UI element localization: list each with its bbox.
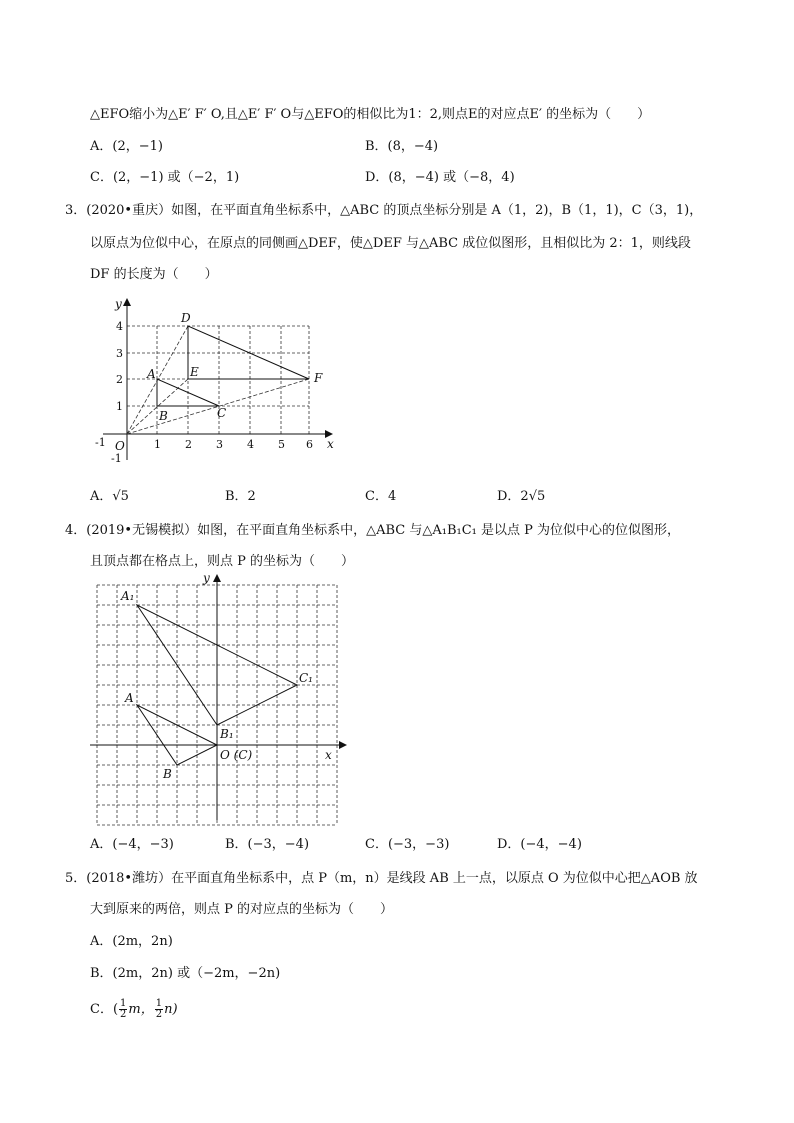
q2-option-b: B．(8，−4) bbox=[365, 139, 439, 154]
q3-origin-label: O bbox=[115, 439, 125, 453]
q4-option-b: B．(−3，−4) bbox=[225, 837, 310, 852]
q3-option-a: A．√5 bbox=[90, 489, 129, 504]
q3-point-a: A bbox=[147, 367, 156, 381]
q5-option-c-m: m， bbox=[128, 1002, 154, 1017]
q5-fraction-half-n bbox=[155, 999, 163, 1020]
q2-text: △EFO缩小为△E′ F′ O,且△E′ F′ O与△EFO的相似比为1：2,则点E的对应点E′ 的坐标为（ ） bbox=[90, 107, 651, 122]
q4-point-b1: B₁ bbox=[220, 727, 234, 741]
q2-option-d: D．(8，−4) 或（−8，4) bbox=[365, 170, 515, 185]
q3-option-c: C．4 bbox=[365, 489, 397, 504]
q3-ytick: 1 bbox=[116, 400, 123, 413]
q4-point-a1: A₁ bbox=[121, 589, 135, 603]
fraction-numerator: 1 bbox=[155, 998, 163, 1009]
q4-x-label: x bbox=[325, 748, 332, 762]
q4-option-a: A．(−4，−3) bbox=[90, 837, 174, 852]
q3-text-line2: 以原点为位似中心，在原点的同侧画△DEF，使△DEF 与△ABC 成位似图形，且相似比为 2：1，则线段 bbox=[90, 236, 691, 251]
q3-xtick: 2 bbox=[185, 438, 192, 451]
q2-option-c: C．(2，−1) 或（−2，1) bbox=[90, 170, 240, 185]
fraction-denominator: 2 bbox=[155, 1009, 163, 1020]
q4-y-label: y bbox=[203, 571, 210, 585]
q4-origin-label: O (C) bbox=[220, 748, 253, 762]
q3-xtick: 3 bbox=[216, 438, 223, 451]
q4-point-b: B bbox=[163, 767, 172, 781]
q3-figure bbox=[85, 290, 345, 465]
q3-xtick: 1 bbox=[154, 438, 161, 451]
q2-option-a: A．(2，−1) bbox=[90, 139, 163, 154]
q5-option-c-prefix: C．( bbox=[90, 1002, 119, 1017]
q3-xtick: 5 bbox=[278, 438, 285, 451]
q3-y-label: y bbox=[115, 297, 122, 311]
q3-triangle-def bbox=[188, 326, 309, 379]
q3-text-line3: DF 的长度为（ ） bbox=[90, 267, 218, 282]
q3-ytick: 4 bbox=[116, 320, 123, 333]
q4-option-d: D．(−4，−4) bbox=[497, 837, 582, 852]
q5-option-b: B．(2m，2n) 或（−2m，−2n) bbox=[90, 966, 281, 981]
q3-point-d: D bbox=[181, 311, 191, 325]
q3-point-c: C bbox=[217, 406, 227, 420]
q3-xtick: -1 bbox=[95, 436, 106, 449]
q3-option-b: B．2 bbox=[225, 489, 256, 504]
q5-option-c-n: n) bbox=[164, 1002, 178, 1017]
q3-option-d: D．2√5 bbox=[497, 489, 546, 504]
q4-text-line2: 且顶点都在格点上，则点 P 的坐标为（ ） bbox=[90, 554, 355, 569]
q5-option-a: A．(2m，2n) bbox=[90, 934, 173, 949]
fraction-numerator: 1 bbox=[120, 998, 127, 1009]
q4-option-c: C．(−3，−3) bbox=[365, 837, 450, 852]
q3-point-e: E bbox=[190, 365, 199, 379]
q3-point-f: F bbox=[314, 371, 323, 385]
q3-point-b: B bbox=[159, 409, 168, 423]
q5-text-line1: 5．(2018•潍坊）在平面直角坐标系中，点 P（m，n）是线段 AB 上一点，以原点 O 为位似中心把△AOB 放 bbox=[65, 871, 698, 886]
q4-figure bbox=[85, 568, 355, 830]
q3-ytick: -1 bbox=[111, 452, 122, 465]
q5-option-c bbox=[90, 998, 178, 1020]
q3-ytick: 3 bbox=[116, 347, 123, 360]
q3-ytick: 2 bbox=[116, 373, 123, 386]
q4-point-a: A bbox=[125, 691, 134, 705]
q3-text-line1: 3．(2020•重庆）如图，在平面直角坐标系中，△ABC 的顶点坐标分别是 A（1，2)，B（1，1)，C（3，1)， bbox=[65, 203, 703, 218]
q3-xtick: 6 bbox=[306, 438, 313, 451]
q3-x-label: x bbox=[327, 437, 334, 451]
q4-text-line1: 4．(2019•无锡模拟）如图，在平面直角坐标系中，△ABC 与△A₁B₁C₁ 是以点 P 为位似中心的位似图形， bbox=[65, 523, 681, 538]
q5-fraction-half-m bbox=[119, 999, 127, 1020]
fraction-denominator: 2 bbox=[120, 1009, 127, 1020]
q5-text-line2: 大到原来的两倍，则点 P 的对应点的坐标为（ ） bbox=[90, 902, 394, 917]
q3-xtick: 4 bbox=[247, 438, 254, 451]
q4-point-c1: C₁ bbox=[299, 671, 313, 685]
